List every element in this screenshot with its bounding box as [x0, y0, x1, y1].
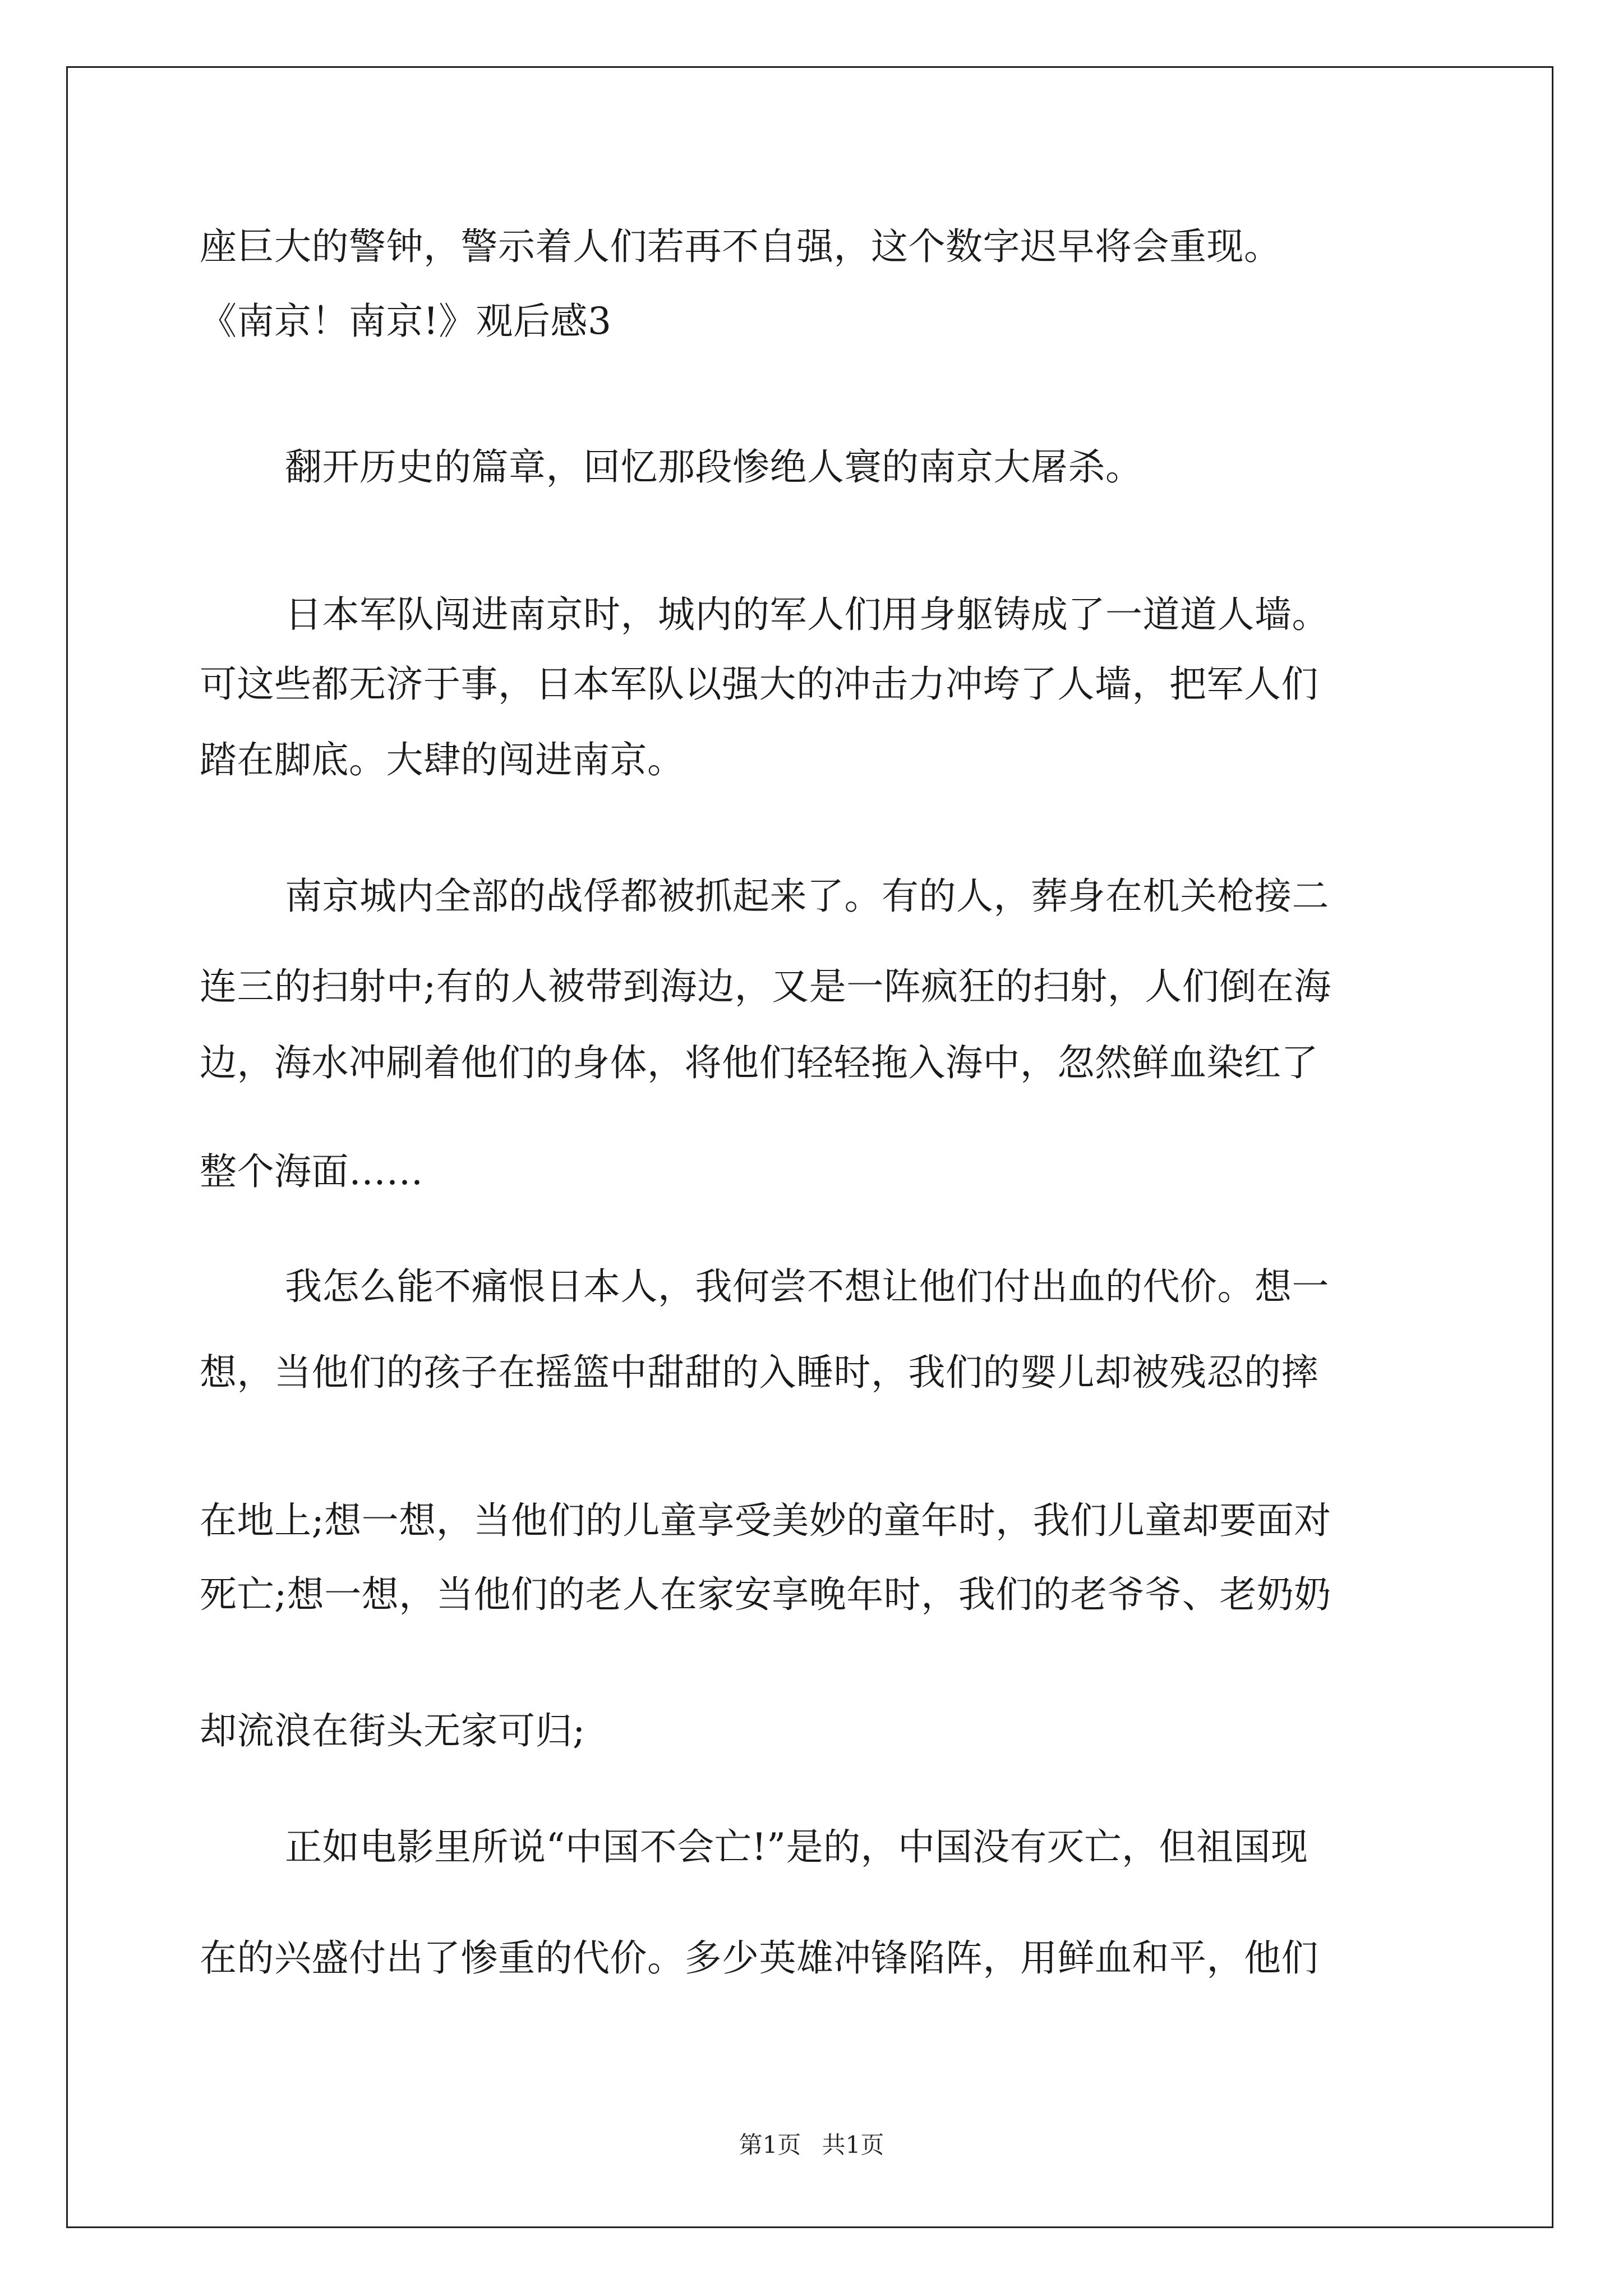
page-footer: [0, 2131, 1623, 2160]
text-line: 却流浪在街头无家可归;: [200, 1709, 585, 1752]
text-line: 正如电影里所说“中国不会亡!”是的，中国没有灭亡，但祖国现: [285, 1825, 1308, 1869]
text-line: 整个海面……: [200, 1150, 423, 1193]
text-line: 想，当他们的孩子在摇篮中甜甜的入睡时，我们的婴儿却被残忍的摔: [200, 1351, 1318, 1394]
text-line: 日本军队闯进南京时，城内的军人们用身躯铸成了一道道人墙。: [285, 593, 1329, 636]
text-line: 边，海水冲刷着他们的身体，将他们轻轻拖入海中，忽然鲜血染红了: [200, 1041, 1318, 1084]
page-border: [66, 66, 1553, 2228]
text-line: 死亡;想一想，当他们的老人在家安享晚年时，我们的老爷爷、老奶奶: [200, 1573, 1331, 1616]
page-number: 第1页: [739, 2131, 801, 2159]
text-line: 在地上;想一想，当他们的儿童享受美妙的童年时，我们儿童却要面对: [200, 1499, 1331, 1542]
page-total: 共1页: [822, 2131, 884, 2159]
text-line: 连三的扫射中;有的人被带到海边，又是一阵疯狂的扫射，人们倒在海: [200, 965, 1331, 1008]
text-line: 南京城内全部的战俘都被抓起来了。有的人，葬身在机关枪接二: [285, 875, 1329, 918]
text-line: 在的兴盛付出了惨重的代价。多少英雄冲锋陷阵，用鲜血和平，他们: [200, 1936, 1318, 1980]
section-heading: 《南京！南京!》观后感3: [200, 300, 612, 343]
text-line: 踏在脚底。大肆的闯进南京。: [200, 738, 685, 781]
text-line: 可这些都无济于事，日本军队以强大的冲击力冲垮了人墙，把军人们: [200, 662, 1318, 706]
text-line: 翻开历史的篇章，回忆那段惨绝人寰的南京大屠杀。: [285, 445, 1143, 489]
text-line: 座巨大的警钟，警示着人们若再不自强，这个数字迟早将会重现。: [200, 225, 1281, 268]
text-line: 我怎么能不痛恨日本人，我何尝不想让他们付出血的代价。想一: [285, 1265, 1329, 1308]
